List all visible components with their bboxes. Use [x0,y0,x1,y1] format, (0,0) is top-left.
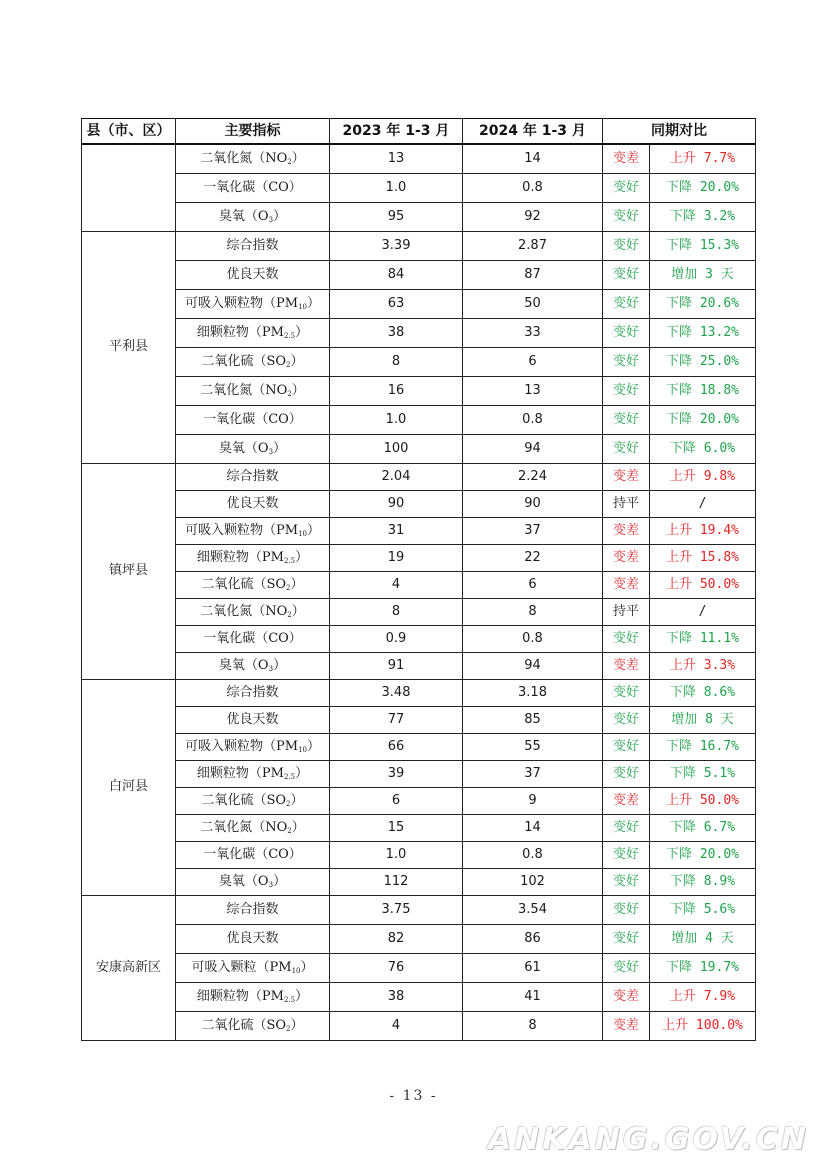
trend-cell: 变好 [603,173,650,202]
table-row [82,463,756,490]
value-2023-cell: 1.0 [330,405,463,434]
indicator-label: 可吸入颗粒物（PM [185,738,299,754]
header-comparison: 同期对比 [603,119,756,145]
trend-cell: 变好 [603,376,650,405]
table-row [82,347,756,376]
change-cell: 上升 7.9% [650,982,756,1011]
table-row [82,652,756,679]
value-2023-cell: 31 [330,517,463,544]
indicator-close-paren: ） [290,353,304,369]
indicator-cell [176,463,330,490]
indicator-close-paren: ） [273,873,287,889]
trend-cell: 变好 [603,434,650,463]
trend-cell: 变好 [603,231,650,260]
indicator-cell [176,625,330,652]
indicator-label: 可吸入颗粒物（PM [185,295,299,311]
indicator-close-paren: ） [295,988,309,1004]
header-2023: 2023 年 1-3 月 [330,119,463,145]
change-cell: 下降 8.6% [650,679,756,706]
indicator-subscript: 10 [298,745,307,754]
table-row [82,814,756,841]
indicator-subscript: 3 [268,447,274,456]
indicator-close-paren: ） [290,792,304,808]
indicator-label: 综合指数 [226,684,279,700]
trend-cell: 变好 [603,733,650,760]
indicator-subscript: 2.5 [283,556,296,565]
indicator-subscript: 2 [287,157,292,166]
change-cell: 上升 100.0% [650,1011,756,1040]
value-2024-cell: 90 [463,490,603,517]
indicator-cell [176,953,330,982]
value-2023-cell: 8 [330,598,463,625]
value-2023-cell: 66 [330,733,463,760]
change-cell: 下降 19.7% [650,953,756,982]
indicator-subscript: 2 [286,360,291,369]
indicator-cell [176,652,330,679]
trend-cell: 变好 [603,679,650,706]
indicator-subscript: 2 [287,826,292,835]
table-row [82,598,756,625]
indicator-cell [176,1011,330,1040]
value-2023-cell: 82 [330,924,463,953]
value-2024-cell: 61 [463,953,603,982]
table-row [82,144,756,173]
page-number: - 13 - [389,1088,438,1104]
trend-cell: 持平 [603,598,650,625]
value-2023-cell: 15 [330,814,463,841]
indicator-cell [176,571,330,598]
value-2023-cell: 8 [330,347,463,376]
indicator-cell [176,841,330,868]
indicator-label: 臭氧（O [218,440,269,456]
table-row [82,517,756,544]
indicator-cell [176,544,330,571]
air-quality-comparison-table [81,118,756,1041]
value-2024-cell: 14 [463,144,603,173]
value-2024-cell: 92 [463,202,603,231]
trend-cell: 变好 [603,260,650,289]
value-2024-cell: 41 [463,982,603,1011]
trend-cell: 变好 [603,318,650,347]
trend-cell: 变差 [603,1011,650,1040]
value-2024-cell: 0.8 [463,173,603,202]
value-2023-cell: 3.48 [330,679,463,706]
value-2024-cell: 14 [463,814,603,841]
value-2024-cell: 6 [463,347,603,376]
change-cell: 增加 4 天 [650,924,756,953]
table-row [82,376,756,405]
value-2023-cell: 16 [330,376,463,405]
change-cell: 下降 18.8% [650,376,756,405]
indicator-cell [176,982,330,1011]
indicator-cell [176,173,330,202]
trend-cell: 变好 [603,625,650,652]
indicator-subscript: 2.5 [283,995,296,1004]
table-row [82,260,756,289]
indicator-cell [176,144,330,173]
table-row [82,760,756,787]
change-cell: 下降 13.2% [650,318,756,347]
indicator-subscript: 3 [268,215,274,224]
value-2023-cell: 13 [330,144,463,173]
indicator-label: 一氧化碳（CO） [203,179,302,195]
indicator-label: 二氧化硫（SO [201,1017,287,1033]
change-cell: 上升 15.8% [650,544,756,571]
indicator-cell [176,289,330,318]
table-row [82,924,756,953]
indicator-cell [176,598,330,625]
indicator-close-paren: ） [273,208,287,224]
value-2023-cell: 2.04 [330,463,463,490]
indicator-subscript: 2 [287,610,292,619]
indicator-subscript: 10 [298,529,307,538]
table-row [82,571,756,598]
indicator-cell [176,376,330,405]
table-row [82,733,756,760]
indicator-cell [176,924,330,953]
trend-cell: 变差 [603,463,650,490]
indicator-close-paren: ） [306,295,320,311]
value-2023-cell: 4 [330,1011,463,1040]
trend-cell: 变好 [603,202,650,231]
value-2024-cell: 3.18 [463,679,603,706]
change-cell: 下降 5.6% [650,895,756,924]
value-2023-cell: 112 [330,868,463,895]
indicator-close-paren: ） [290,576,304,592]
site-watermark: ANKANG.GOV.CN [487,1122,809,1157]
value-2024-cell: 94 [463,434,603,463]
region-cell: 白河县 [82,679,176,895]
value-2023-cell: 91 [330,652,463,679]
indicator-subscript: 10 [298,302,307,311]
value-2023-cell: 77 [330,706,463,733]
table-row [82,1011,756,1040]
value-2024-cell: 3.54 [463,895,603,924]
indicator-label: 二氧化硫（SO [201,353,287,369]
value-2024-cell: 2.24 [463,463,603,490]
indicator-label: 细颗粒物（PM [196,988,284,1004]
trend-cell: 变好 [603,868,650,895]
indicator-cell [176,760,330,787]
trend-cell: 变差 [603,787,650,814]
table-row [82,841,756,868]
indicator-label: 优良天数 [226,266,279,282]
table-row [82,289,756,318]
indicator-subscript: 2.5 [283,772,296,781]
change-cell: 下降 20.0% [650,841,756,868]
indicator-close-paren: ） [291,819,305,835]
indicator-cell [176,260,330,289]
region-cell: 安康高新区 [82,895,176,1040]
table-row [82,231,756,260]
region-cell [82,144,176,231]
value-2024-cell: 94 [463,652,603,679]
indicator-label: 综合指数 [226,237,279,253]
value-2024-cell: 9 [463,787,603,814]
value-2023-cell: 3.75 [330,895,463,924]
value-2024-cell: 22 [463,544,603,571]
value-2023-cell: 4 [330,571,463,598]
trend-cell: 变好 [603,347,650,376]
table-row [82,706,756,733]
indicator-close-paren: ） [291,382,305,398]
indicator-close-paren: ） [306,738,320,754]
table-row [82,318,756,347]
header-indicator: 主要指标 [176,119,330,145]
region-cell: 平利县 [82,231,176,463]
indicator-cell [176,814,330,841]
header-region: 县（市、区） [82,119,176,145]
value-2023-cell: 90 [330,490,463,517]
indicator-label: 细颗粒物（PM [196,765,284,781]
value-2024-cell: 33 [463,318,603,347]
value-2024-cell: 87 [463,260,603,289]
indicator-subscript: 2 [286,799,291,808]
value-2024-cell: 8 [463,1011,603,1040]
change-cell: 上升 3.3% [650,652,756,679]
value-2023-cell: 38 [330,982,463,1011]
indicator-cell [176,347,330,376]
table-row [82,434,756,463]
indicator-cell [176,231,330,260]
value-2023-cell: 3.39 [330,231,463,260]
indicator-close-paren: ） [273,657,287,673]
indicator-label: 可吸入颗粒物（PM [185,522,299,538]
indicator-subscript: 2.5 [283,331,296,340]
change-cell: 下降 20.0% [650,173,756,202]
indicator-cell [176,679,330,706]
change-cell: 下降 16.7% [650,733,756,760]
indicator-cell [176,405,330,434]
value-2024-cell: 55 [463,733,603,760]
value-2023-cell: 0.9 [330,625,463,652]
change-cell: 上升 19.4% [650,517,756,544]
trend-cell: 变好 [603,953,650,982]
indicator-close-paren: ） [291,150,305,166]
value-2023-cell: 84 [330,260,463,289]
trend-cell: 变好 [603,760,650,787]
value-2024-cell: 50 [463,289,603,318]
table-row [82,405,756,434]
indicator-subscript: 10 [291,966,301,975]
indicator-cell [176,787,330,814]
table-row [82,490,756,517]
change-cell: 下降 15.3% [650,231,756,260]
indicator-label: 二氧化氮（NO [200,819,288,835]
change-cell: 上升 50.0% [650,787,756,814]
trend-cell: 变好 [603,289,650,318]
change-cell: / [650,598,756,625]
table-body [82,144,756,1040]
indicator-label: 二氧化硫（SO [201,576,287,592]
indicator-cell [176,434,330,463]
indicator-cell [176,202,330,231]
value-2023-cell: 1.0 [330,841,463,868]
table-row [82,982,756,1011]
indicator-cell [176,895,330,924]
indicator-subscript: 3 [268,880,274,889]
indicator-label: 综合指数 [226,468,279,484]
header-row [82,119,756,145]
indicator-close-paren: ） [295,765,309,781]
indicator-label: 综合指数 [226,901,279,917]
indicator-label: 臭氧（O [218,873,269,889]
indicator-label: 细颗粒物（PM [196,324,284,340]
indicator-label: 优良天数 [226,495,279,511]
indicator-label: 二氧化氮（NO [200,150,288,166]
value-2023-cell: 6 [330,787,463,814]
indicator-label: 一氧化碳（CO） [203,630,302,646]
trend-cell: 变好 [603,924,650,953]
trend-cell: 变差 [603,544,650,571]
value-2023-cell: 39 [330,760,463,787]
value-2024-cell: 102 [463,868,603,895]
table-row [82,544,756,571]
change-cell: 上升 50.0% [650,571,756,598]
value-2024-cell: 2.87 [463,231,603,260]
value-2024-cell: 8 [463,598,603,625]
indicator-subscript: 3 [268,664,274,673]
value-2023-cell: 63 [330,289,463,318]
indicator-subscript: 2 [287,389,292,398]
change-cell: 下降 8.9% [650,868,756,895]
value-2024-cell: 37 [463,517,603,544]
table-row [82,868,756,895]
table-row [82,895,756,924]
change-cell: 下降 25.0% [650,347,756,376]
change-cell: 下降 3.2% [650,202,756,231]
indicator-close-paren: ） [300,959,314,975]
table-row [82,787,756,814]
change-cell: 上升 9.8% [650,463,756,490]
indicator-label: 一氧化碳（CO） [203,846,302,862]
indicator-label: 二氧化硫（SO [201,792,287,808]
value-2023-cell: 19 [330,544,463,571]
value-2023-cell: 38 [330,318,463,347]
change-cell: 上升 7.7% [650,144,756,173]
trend-cell: 变好 [603,895,650,924]
table-row [82,202,756,231]
region-cell: 镇坪县 [82,463,176,679]
change-cell: 下降 11.1% [650,625,756,652]
change-cell: / [650,490,756,517]
indicator-label: 优良天数 [226,930,279,946]
change-cell: 下降 6.0% [650,434,756,463]
change-cell: 下降 20.6% [650,289,756,318]
trend-cell: 变差 [603,652,650,679]
indicator-cell [176,490,330,517]
indicator-label: 优良天数 [226,711,279,727]
table-row [82,625,756,652]
indicator-label: 二氧化氮（NO [200,382,288,398]
trend-cell: 变好 [603,841,650,868]
indicator-close-paren: ） [295,549,309,565]
value-2024-cell: 86 [463,924,603,953]
change-cell: 下降 5.1% [650,760,756,787]
change-cell: 下降 6.7% [650,814,756,841]
trend-cell: 变差 [603,517,650,544]
value-2024-cell: 85 [463,706,603,733]
indicator-label: 臭氧（O [218,208,269,224]
value-2024-cell: 13 [463,376,603,405]
trend-cell: 变差 [603,571,650,598]
value-2023-cell: 100 [330,434,463,463]
trend-cell: 持平 [603,490,650,517]
value-2024-cell: 6 [463,571,603,598]
value-2024-cell: 37 [463,760,603,787]
value-2023-cell: 1.0 [330,173,463,202]
indicator-cell [176,733,330,760]
indicator-close-paren: ） [273,440,287,456]
value-2024-cell: 0.8 [463,625,603,652]
change-cell: 增加 3 天 [650,260,756,289]
trend-cell: 变差 [603,982,650,1011]
table-row [82,173,756,202]
change-cell: 下降 20.0% [650,405,756,434]
header-2024: 2024 年 1-3 月 [463,119,603,145]
indicator-cell [176,517,330,544]
indicator-label: 臭氧（O [218,657,269,673]
value-2024-cell: 0.8 [463,841,603,868]
table-row [82,679,756,706]
trend-cell: 变好 [603,706,650,733]
indicator-label: 一氧化碳（CO） [203,411,302,427]
indicator-close-paren: ） [291,603,305,619]
trend-cell: 变好 [603,405,650,434]
trend-cell: 变差 [603,144,650,173]
indicator-label: 二氧化氮（NO [200,603,288,619]
value-2023-cell: 95 [330,202,463,231]
indicator-close-paren: ） [290,1017,304,1033]
value-2023-cell: 76 [330,953,463,982]
table-header [82,119,756,145]
indicator-cell [176,706,330,733]
value-2024-cell: 0.8 [463,405,603,434]
table-row [82,953,756,982]
indicator-subscript: 2 [286,583,291,592]
indicator-label: 可吸入颗粒（PM [191,959,292,975]
indicator-cell [176,868,330,895]
indicator-label: 细颗粒物（PM [196,549,284,565]
indicator-close-paren: ） [306,522,320,538]
change-cell: 增加 8 天 [650,706,756,733]
indicator-cell [176,318,330,347]
indicator-close-paren: ） [295,324,309,340]
indicator-subscript: 2 [286,1024,291,1033]
trend-cell: 变好 [603,814,650,841]
